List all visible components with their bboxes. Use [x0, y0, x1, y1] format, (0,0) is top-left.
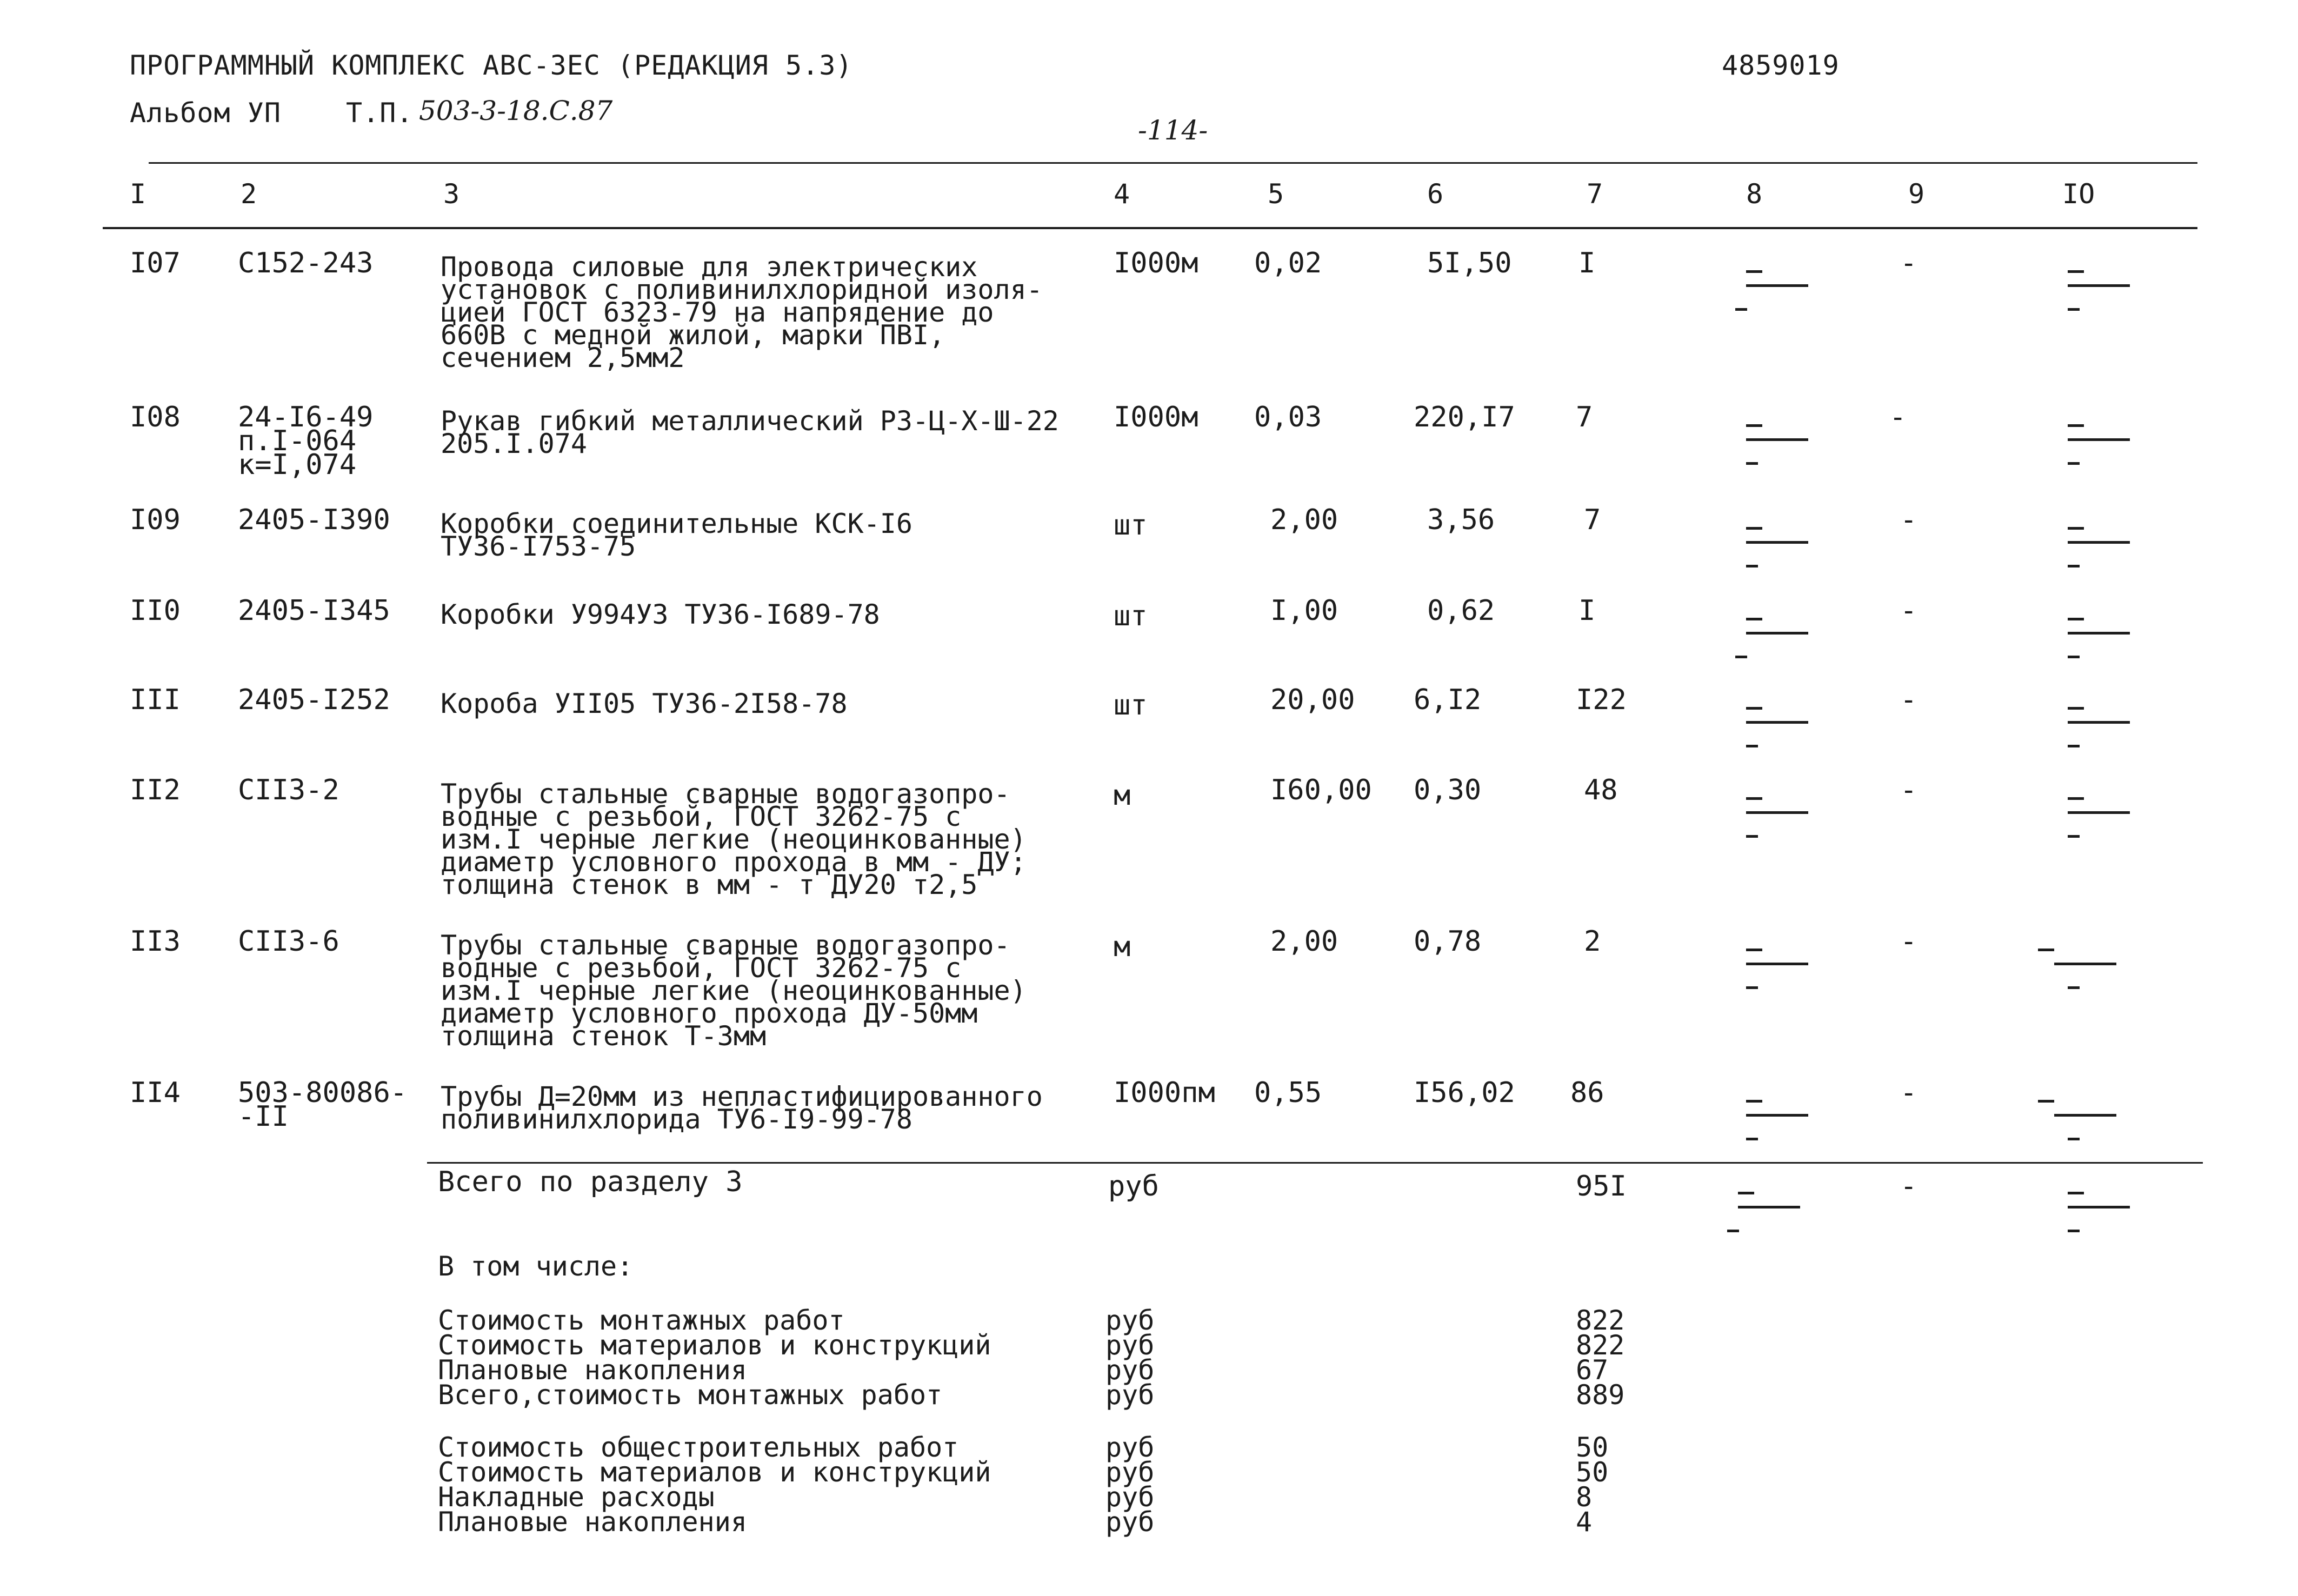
- breakdown-value: 822: [1576, 1330, 1625, 1361]
- row-description: Трубы стальные сварные водогазопро- водные с резьбой, ГОСТ 3262-75 с изм.I черные легкие (неоцинкованные) диаметр условного прохода в мм - ДУ; толщина стенок в мм - т ДУ20 т2,5: [441, 778, 1027, 900]
- row-description: Коробки соединительные КСК-I6 ТУ36-I753-75: [441, 508, 912, 562]
- row-code: 24-I6-49 п.I-064 к=I,074: [238, 401, 374, 481]
- col9-dash: -: [1900, 774, 1917, 806]
- row-description: Короба УII05 ТУ36-2I58-78: [441, 688, 848, 719]
- row-price: 0,78: [1414, 925, 1482, 958]
- row-description: Трубы стальные сварные водогазопро- водные с резьбой, ГОСТ 3262-75 с изм.I черные легкие (неоцинкованные) диаметр условного прохода ДУ-50мм толщина стенок Т-3мм: [441, 930, 1027, 1052]
- row-unit: м: [1114, 779, 1131, 812]
- row-number: I07: [130, 247, 181, 279]
- row-price: 6,I2: [1414, 684, 1482, 716]
- breakdown-label: Стоимость монтажных работ: [438, 1305, 845, 1336]
- col8-dash-mark: [1735, 618, 1811, 683]
- program-title: ПРОГРАММНЫЙ КОМПЛЕКС АВС-3ЕС (РЕДАКЦИЯ 5.3): [130, 50, 853, 81]
- row-code: С152-243: [238, 247, 374, 279]
- row-code: СII3-2: [238, 774, 339, 806]
- tp-number: 503-3-18.С.87: [419, 95, 613, 126]
- col10-dash-mark: [2057, 797, 2133, 862]
- row-unit: I000м: [1114, 247, 1198, 279]
- column-header: 9: [1908, 178, 1925, 210]
- row-quantity: 20,00: [1270, 684, 1355, 716]
- row-unit: I000пм: [1114, 1077, 1215, 1109]
- row-code: 503-80086- -II: [238, 1077, 408, 1133]
- row-number: I09: [130, 504, 181, 536]
- album-label: Альбом УП: [130, 97, 281, 129]
- col10-dash-mark: [2057, 1192, 2133, 1257]
- row-price: 0,30: [1414, 774, 1482, 806]
- including-label: В том числе:: [438, 1251, 634, 1282]
- breakdown-value: 50: [1576, 1457, 1609, 1488]
- row-number: II4: [130, 1077, 181, 1109]
- breakdown-value: 50: [1576, 1432, 1609, 1463]
- row-unit: м: [1114, 931, 1131, 963]
- column-header: 6: [1427, 178, 1444, 210]
- col10-dash-mark: [2057, 618, 2133, 683]
- col8-dash-mark: [1735, 424, 1811, 489]
- row-price: 3,56: [1427, 504, 1495, 536]
- breakdown-value: 4: [1576, 1506, 1593, 1538]
- page-number: -114-: [1138, 115, 1208, 146]
- column-header: 5: [1268, 178, 1284, 210]
- column-header: IO: [2062, 178, 2095, 210]
- col9-dash: -: [1900, 504, 1917, 536]
- document-number: 4859019: [1722, 50, 1840, 81]
- row-unit: шт: [1114, 600, 1148, 632]
- row-number: II3: [130, 925, 181, 958]
- col10-dash-mark: [2038, 1100, 2114, 1165]
- col9-dash: -: [1900, 595, 1917, 627]
- col9-dash: -: [1900, 1077, 1917, 1109]
- row-total: 48: [1584, 774, 1618, 806]
- row-code: 2405-I345: [238, 595, 390, 627]
- col9-dash: -: [1900, 684, 1917, 716]
- row-quantity: 0,02: [1254, 247, 1322, 279]
- breakdown-value: 822: [1576, 1305, 1625, 1336]
- top-rule: [149, 162, 2197, 164]
- breakdown-value: 67: [1576, 1354, 1609, 1386]
- breakdown-unit: руб: [1105, 1457, 1155, 1488]
- row-quantity: 2,00: [1270, 504, 1338, 536]
- col9-dash: -: [1900, 1170, 1917, 1203]
- breakdown-label: Плановые накопления: [438, 1506, 747, 1538]
- row-description: Коробки У994УЗ ТУ36-I689-78: [441, 599, 880, 630]
- col8-dash-mark: [1735, 270, 1811, 335]
- col9-dash: -: [1900, 247, 1917, 279]
- breakdown-label: Стоимость материалов и конструкций: [438, 1457, 991, 1488]
- col8-dash-mark: [1727, 1192, 1803, 1257]
- row-total: 2: [1584, 925, 1601, 958]
- col9-dash: -: [1900, 925, 1917, 958]
- row-total: I: [1578, 247, 1596, 279]
- breakdown-label: Стоимость материалов и конструкций: [438, 1330, 991, 1361]
- row-number: II0: [130, 595, 181, 627]
- section-total-label: Всего по разделу 3: [438, 1166, 743, 1198]
- row-total: I: [1578, 595, 1596, 627]
- breakdown-label: Всего,стоимость монтажных работ: [438, 1379, 943, 1411]
- row-description: Трубы Д=20мм из непластифицированного поливинилхлорида ТУ6-I9-99-78: [441, 1081, 1043, 1135]
- column-header: 4: [1114, 178, 1130, 210]
- col10-dash-mark: [2057, 527, 2133, 592]
- column-header: I: [130, 178, 146, 210]
- row-quantity: 0,55: [1254, 1077, 1322, 1109]
- row-code: 2405-I252: [238, 684, 390, 716]
- col10-dash-mark: [2038, 949, 2114, 1013]
- row-total: 7: [1584, 504, 1601, 536]
- row-number: I08: [130, 401, 181, 433]
- row-unit: I000м: [1114, 401, 1198, 433]
- row-unit: шт: [1114, 689, 1148, 722]
- breakdown-label: Стоимость общестроительных работ: [438, 1432, 959, 1463]
- row-quantity: I,00: [1270, 595, 1338, 627]
- row-description: Рукав гибкий металлический РЗ-Ц-Х-Ш-22 205.I.074: [441, 405, 1059, 459]
- breakdown-unit: руб: [1105, 1481, 1155, 1513]
- row-quantity: I60,00: [1270, 774, 1372, 806]
- row-total: 86: [1570, 1077, 1604, 1109]
- breakdown-unit: руб: [1105, 1330, 1155, 1361]
- row-number: II2: [130, 774, 181, 806]
- col10-dash-mark: [2057, 707, 2133, 772]
- row-code: СII3-6: [238, 925, 339, 958]
- column-header: 8: [1746, 178, 1763, 210]
- row-price: 220,I7: [1414, 401, 1515, 433]
- row-price: 5I,50: [1427, 247, 1512, 279]
- col8-dash-mark: [1735, 1100, 1811, 1165]
- col8-dash-mark: [1735, 797, 1811, 862]
- total-rule: [427, 1162, 2203, 1164]
- breakdown-value: 889: [1576, 1379, 1625, 1411]
- col8-dash-mark: [1735, 949, 1811, 1013]
- row-total: I22: [1576, 684, 1627, 716]
- section-total-unit: руб: [1108, 1170, 1159, 1203]
- breakdown-unit: руб: [1105, 1305, 1155, 1336]
- col9-dash: -: [1889, 401, 1907, 433]
- row-code: 2405-I390: [238, 504, 390, 536]
- breakdown-label: Накладные расходы: [438, 1481, 715, 1513]
- breakdown-unit: руб: [1105, 1432, 1155, 1463]
- row-price: 0,62: [1427, 595, 1495, 627]
- section-total-value: 95I: [1576, 1170, 1627, 1203]
- row-price: I56,02: [1414, 1077, 1515, 1109]
- column-header: 2: [241, 178, 257, 210]
- breakdown-unit: руб: [1105, 1379, 1155, 1411]
- col8-dash-mark: [1735, 707, 1811, 772]
- row-unit: шт: [1114, 509, 1148, 542]
- row-description: Провода силовые для электрических установок с поливинилхлоридной изоля- цией ГОСТ 6323-79 на напрядение до 660В с медной жилой, марки ПВI, сечением 2,5мм2: [441, 251, 1043, 373]
- breakdown-label: Плановые накопления: [438, 1354, 747, 1386]
- header-rule: [103, 227, 2197, 229]
- breakdown-unit: руб: [1105, 1506, 1155, 1538]
- row-number: III: [130, 684, 181, 716]
- breakdown-unit: руб: [1105, 1354, 1155, 1386]
- row-quantity: 0,03: [1254, 401, 1322, 433]
- row-quantity: 2,00: [1270, 925, 1338, 958]
- col8-dash-mark: [1735, 527, 1811, 592]
- row-total: 7: [1576, 401, 1593, 433]
- column-header: 3: [443, 178, 460, 210]
- tp-label: Т.П.: [346, 97, 414, 129]
- col10-dash-mark: [2057, 424, 2133, 489]
- breakdown-value: 8: [1576, 1481, 1593, 1513]
- column-header: 7: [1587, 178, 1603, 210]
- col10-dash-mark: [2057, 270, 2133, 335]
